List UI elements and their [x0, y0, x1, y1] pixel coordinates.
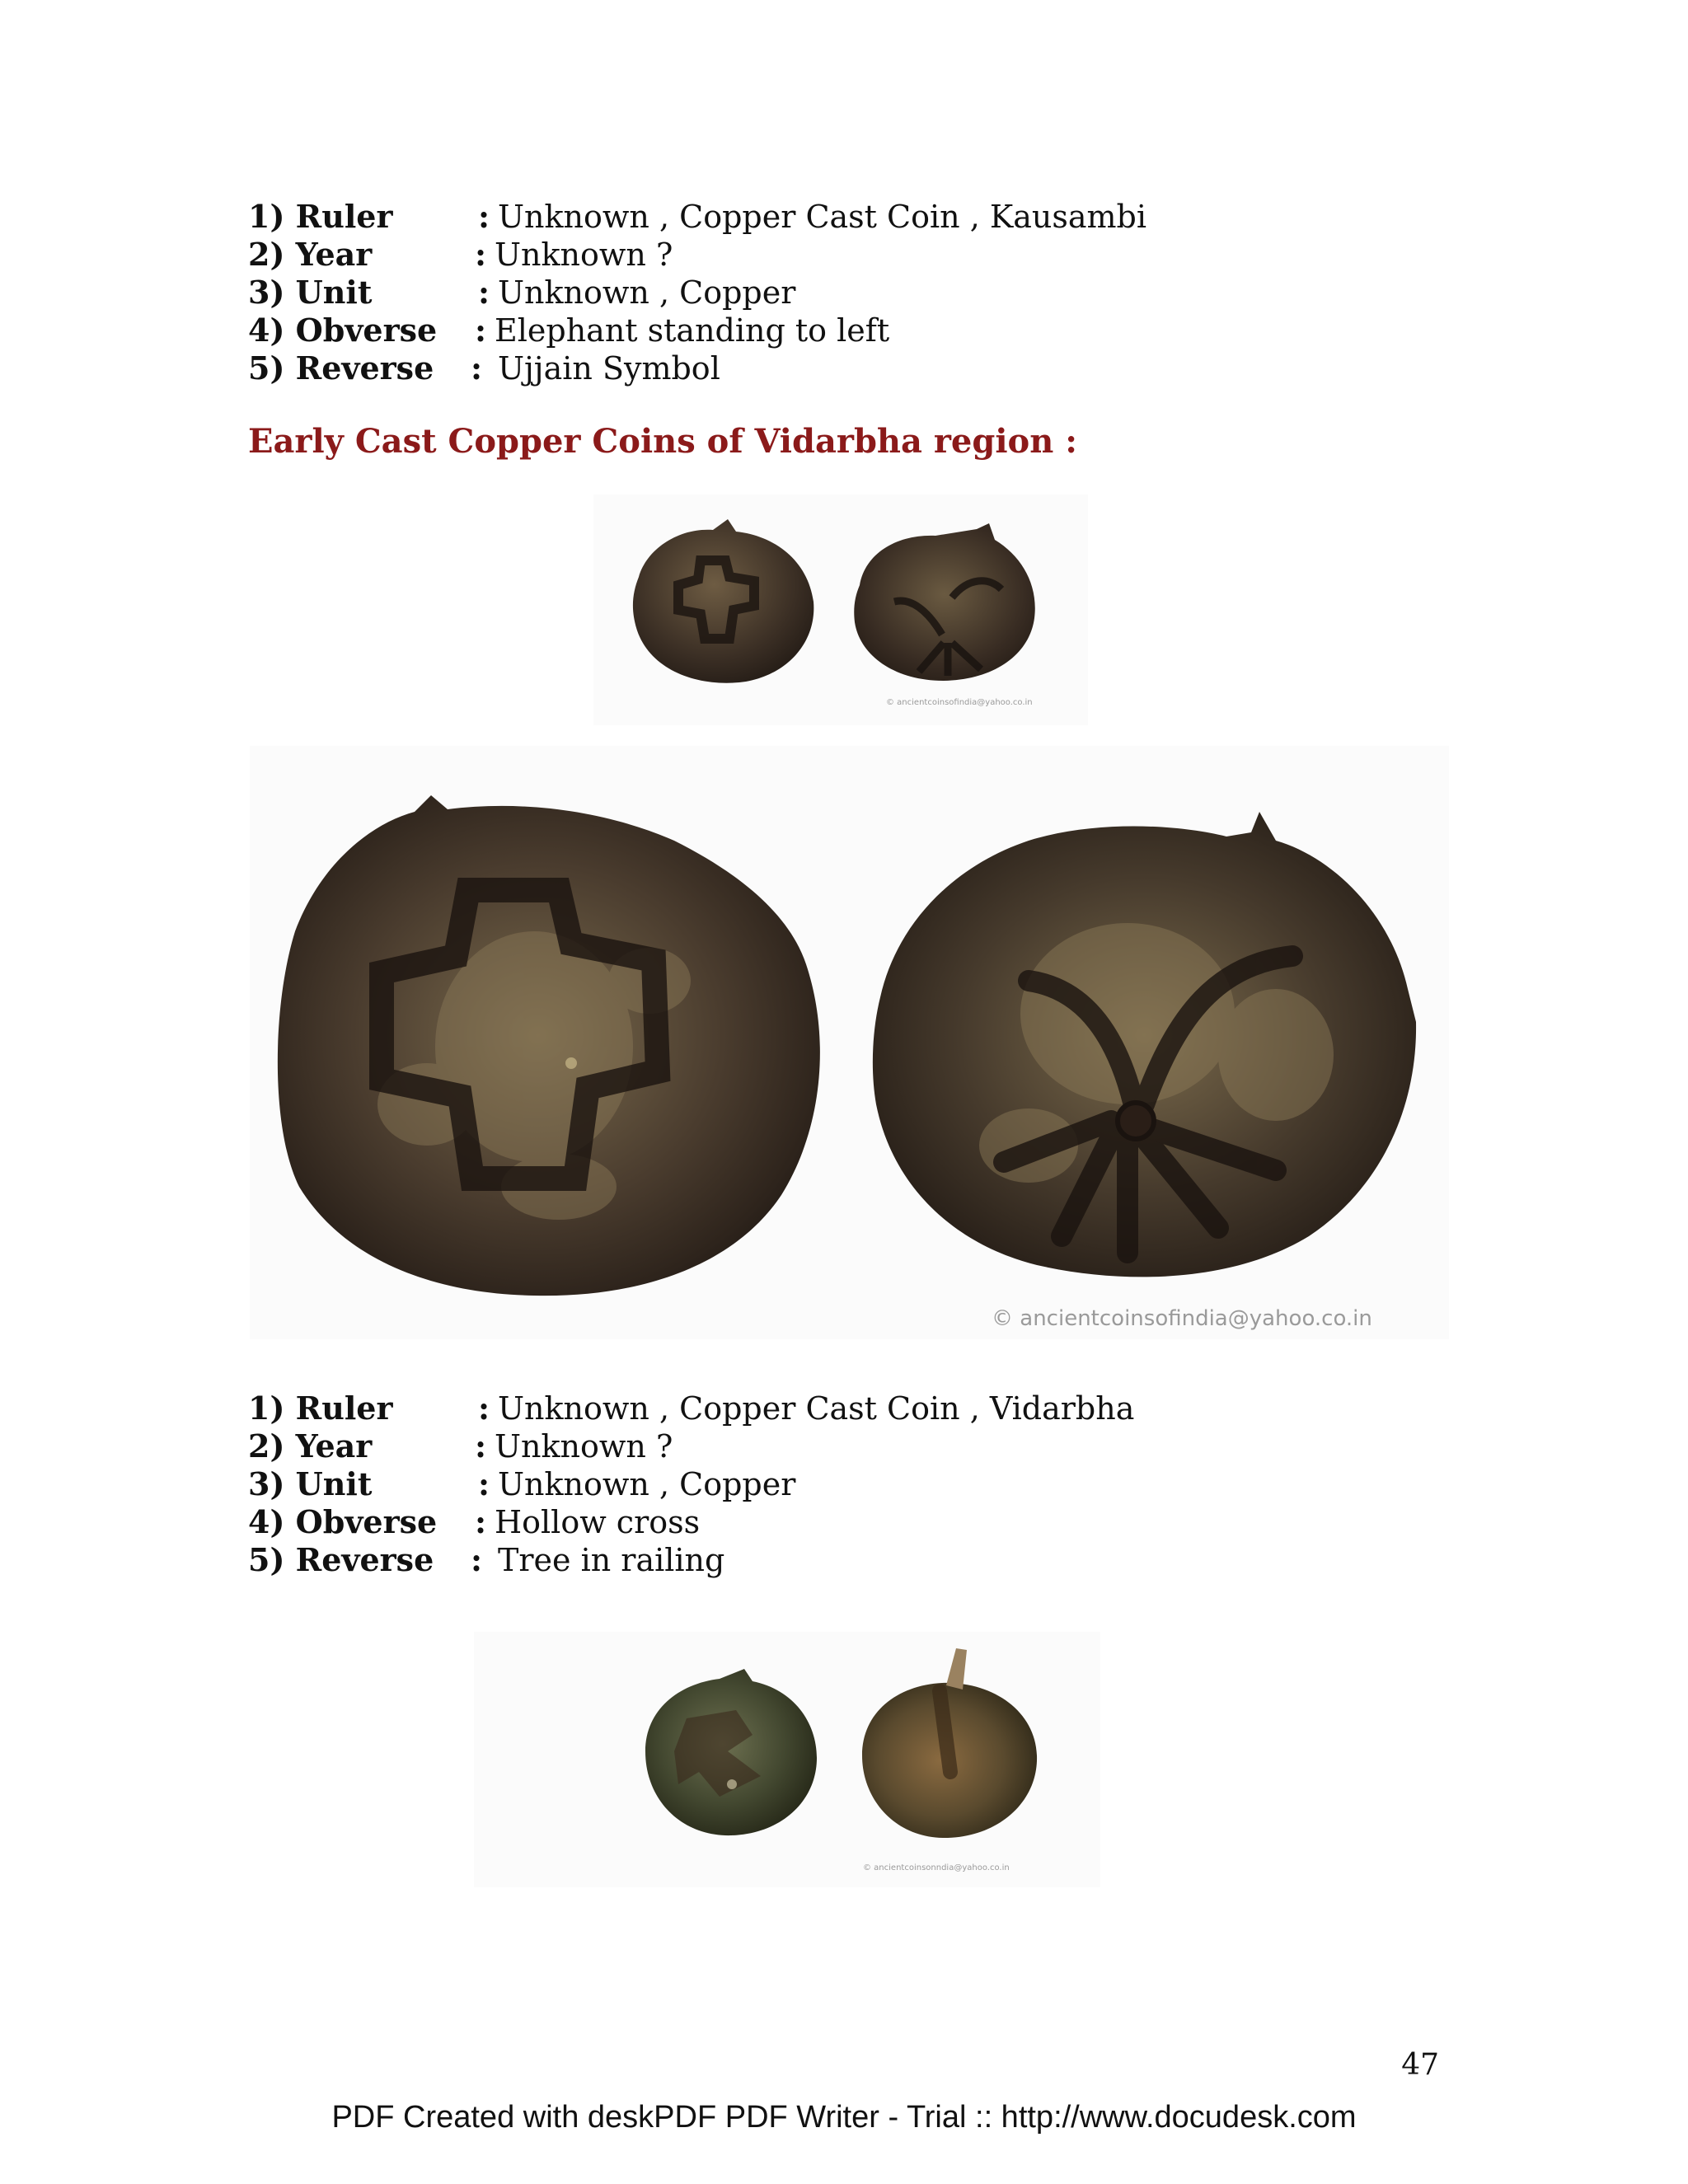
detail-label: 1) Ruler — [248, 198, 393, 235]
detail-row-year — [248, 236, 1237, 274]
coin-details-vidarbha — [248, 1390, 1237, 1579]
detail-label: 3) Unit — [248, 1465, 373, 1502]
detail-value: Unknown , Copper — [498, 274, 796, 311]
coin-details-kausambi — [248, 198, 1237, 387]
coin-photo-small-top — [593, 494, 1088, 725]
detail-value: Tree in railing — [498, 1542, 725, 1578]
detail-value: Unknown ? — [495, 237, 673, 273]
detail-row-obverse — [248, 312, 1237, 349]
detail-colon: : — [478, 274, 490, 311]
detail-colon: : — [475, 1427, 487, 1465]
photo-watermark: © ancientcoinsonndia@yahoo.co.in — [863, 1863, 1010, 1872]
detail-label: 1) Ruler — [248, 1390, 393, 1427]
detail-value: Unknown , Copper Cast Coin , Vidarbha — [498, 1390, 1135, 1427]
coin-reverse-loop-image — [847, 1640, 1049, 1846]
detail-colon: : — [478, 1390, 490, 1427]
detail-colon: : — [475, 312, 487, 349]
detail-colon: : — [478, 1465, 490, 1502]
coin-photo-small-bottom — [474, 1632, 1100, 1887]
detail-colon: : — [478, 198, 490, 235]
detail-label: 5) Reverse — [248, 1541, 434, 1578]
detail-label: 2) Year — [248, 1427, 373, 1465]
detail-label: 4) Obverse — [248, 1503, 438, 1540]
coin-obverse-image — [622, 515, 820, 688]
detail-colon: : — [475, 236, 487, 273]
detail-row-ruler — [248, 1390, 1237, 1427]
detail-value: Unknown , Copper — [498, 1466, 796, 1502]
coin-photo-large — [250, 746, 1449, 1339]
detail-row-reverse — [248, 349, 1237, 387]
photo-watermark: © ancientcoinsofindia@yahoo.co.in — [886, 698, 1033, 707]
detail-row-ruler — [248, 198, 1237, 236]
pdf-creator-footer: PDF Created with deskPDF PDF Writer - Trial :: http://www.docudesk.com — [331, 2100, 1357, 2135]
section-title: Early Cast Copper Coins of Vidarbha region : — [248, 422, 1077, 461]
coin-reverse-large-image — [864, 808, 1420, 1286]
detail-colon: : — [471, 349, 483, 387]
detail-label: 3) Unit — [248, 274, 373, 311]
detail-value: Ujjain Symbol — [498, 350, 720, 387]
detail-value: Unknown , Copper Cast Coin , Kausambi — [498, 199, 1147, 235]
detail-label: 2) Year — [248, 236, 373, 273]
detail-row-year — [248, 1427, 1237, 1465]
coin-reverse-image — [845, 519, 1043, 684]
detail-colon: : — [475, 1503, 487, 1540]
detail-row-unit — [248, 1465, 1237, 1503]
detail-value: Hollow cross — [495, 1504, 701, 1540]
detail-row-obverse — [248, 1503, 1237, 1541]
detail-label: 4) Obverse — [248, 312, 438, 349]
detail-row-reverse — [248, 1541, 1237, 1579]
coin-obverse-green-image — [629, 1661, 827, 1842]
page-number: 47 — [1401, 2048, 1439, 2082]
photo-watermark: © ancientcoinsofindia@yahoo.co.in — [992, 1306, 1372, 1331]
detail-row-unit — [248, 274, 1237, 312]
detail-value: Unknown ? — [495, 1428, 673, 1465]
detail-colon: : — [471, 1541, 483, 1578]
detail-label: 5) Reverse — [248, 349, 434, 387]
coin-obverse-large-image — [262, 791, 823, 1302]
detail-value: Elephant standing to left — [495, 312, 890, 349]
